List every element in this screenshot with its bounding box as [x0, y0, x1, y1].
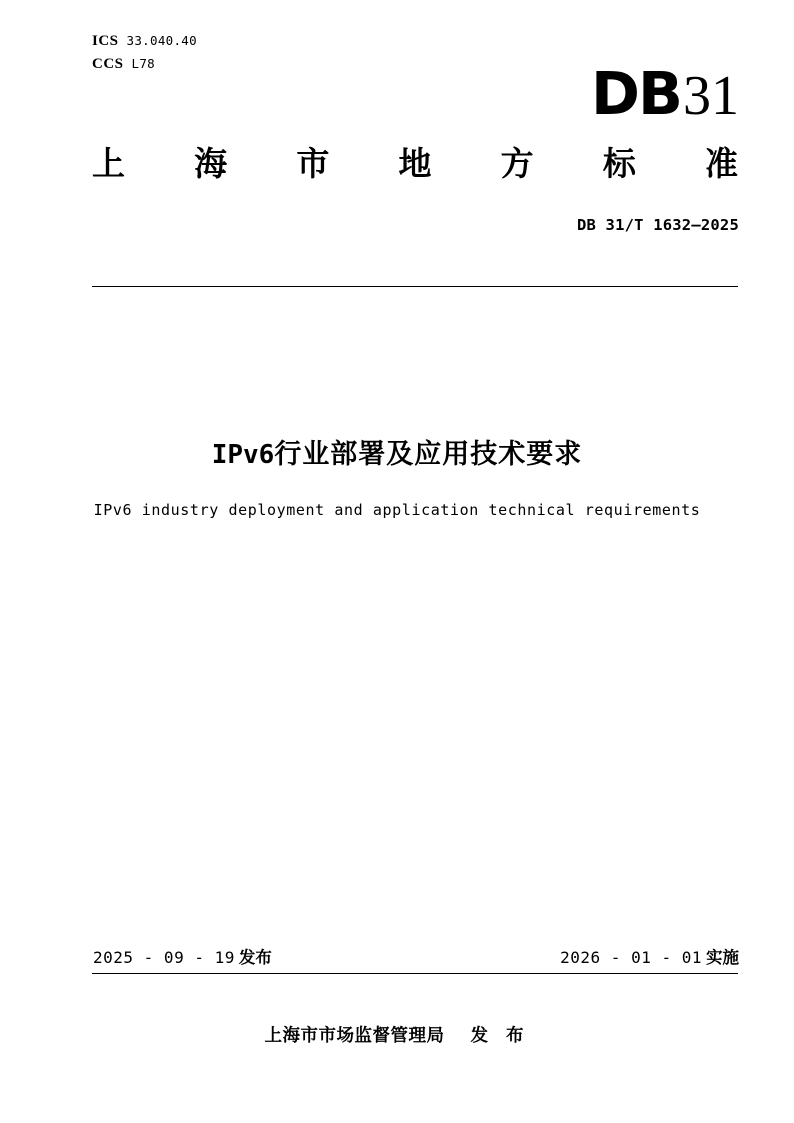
- ics-label: ICS: [92, 33, 119, 49]
- issue-date: 2025 - 09 - 19: [93, 948, 235, 967]
- issue-date-block: [93, 944, 272, 968]
- db-logo-text: DB: [591, 59, 681, 128]
- document-subtitle: IPv6 industry deployment and application technical requirements: [93, 501, 701, 519]
- ccs-value: L78: [131, 56, 155, 72]
- document-title-chinese: 行业部署及应用技术要求: [274, 439, 583, 470]
- effective-date-block: [560, 944, 739, 968]
- db-logo-number: 31: [683, 65, 739, 127]
- ics-row: [92, 30, 197, 53]
- effective-date-label: 实施: [706, 948, 739, 967]
- issuer-action: 发 布: [470, 1026, 530, 1046]
- issuer-line: [0, 1022, 794, 1047]
- ics-value: 33.040.40: [126, 33, 197, 48]
- ccs-row: [92, 53, 197, 76]
- document-title: [0, 432, 794, 471]
- issue-date-label: 发布: [238, 948, 272, 967]
- classification-block: [92, 30, 197, 77]
- effective-date: 2026 - 01 - 01: [560, 948, 702, 967]
- page-title: 上海市地方标准: [92, 144, 738, 183]
- footer-divider: [92, 973, 738, 974]
- header-divider: [92, 286, 738, 287]
- issuer-organization: 上海市市场监督管理局: [264, 1026, 445, 1046]
- standard-number: DB 31/T 1632—2025: [576, 216, 739, 234]
- ccs-label: CCS: [92, 56, 124, 73]
- db31-logo: [591, 59, 739, 128]
- document-title-latin: IPv6: [211, 440, 275, 470]
